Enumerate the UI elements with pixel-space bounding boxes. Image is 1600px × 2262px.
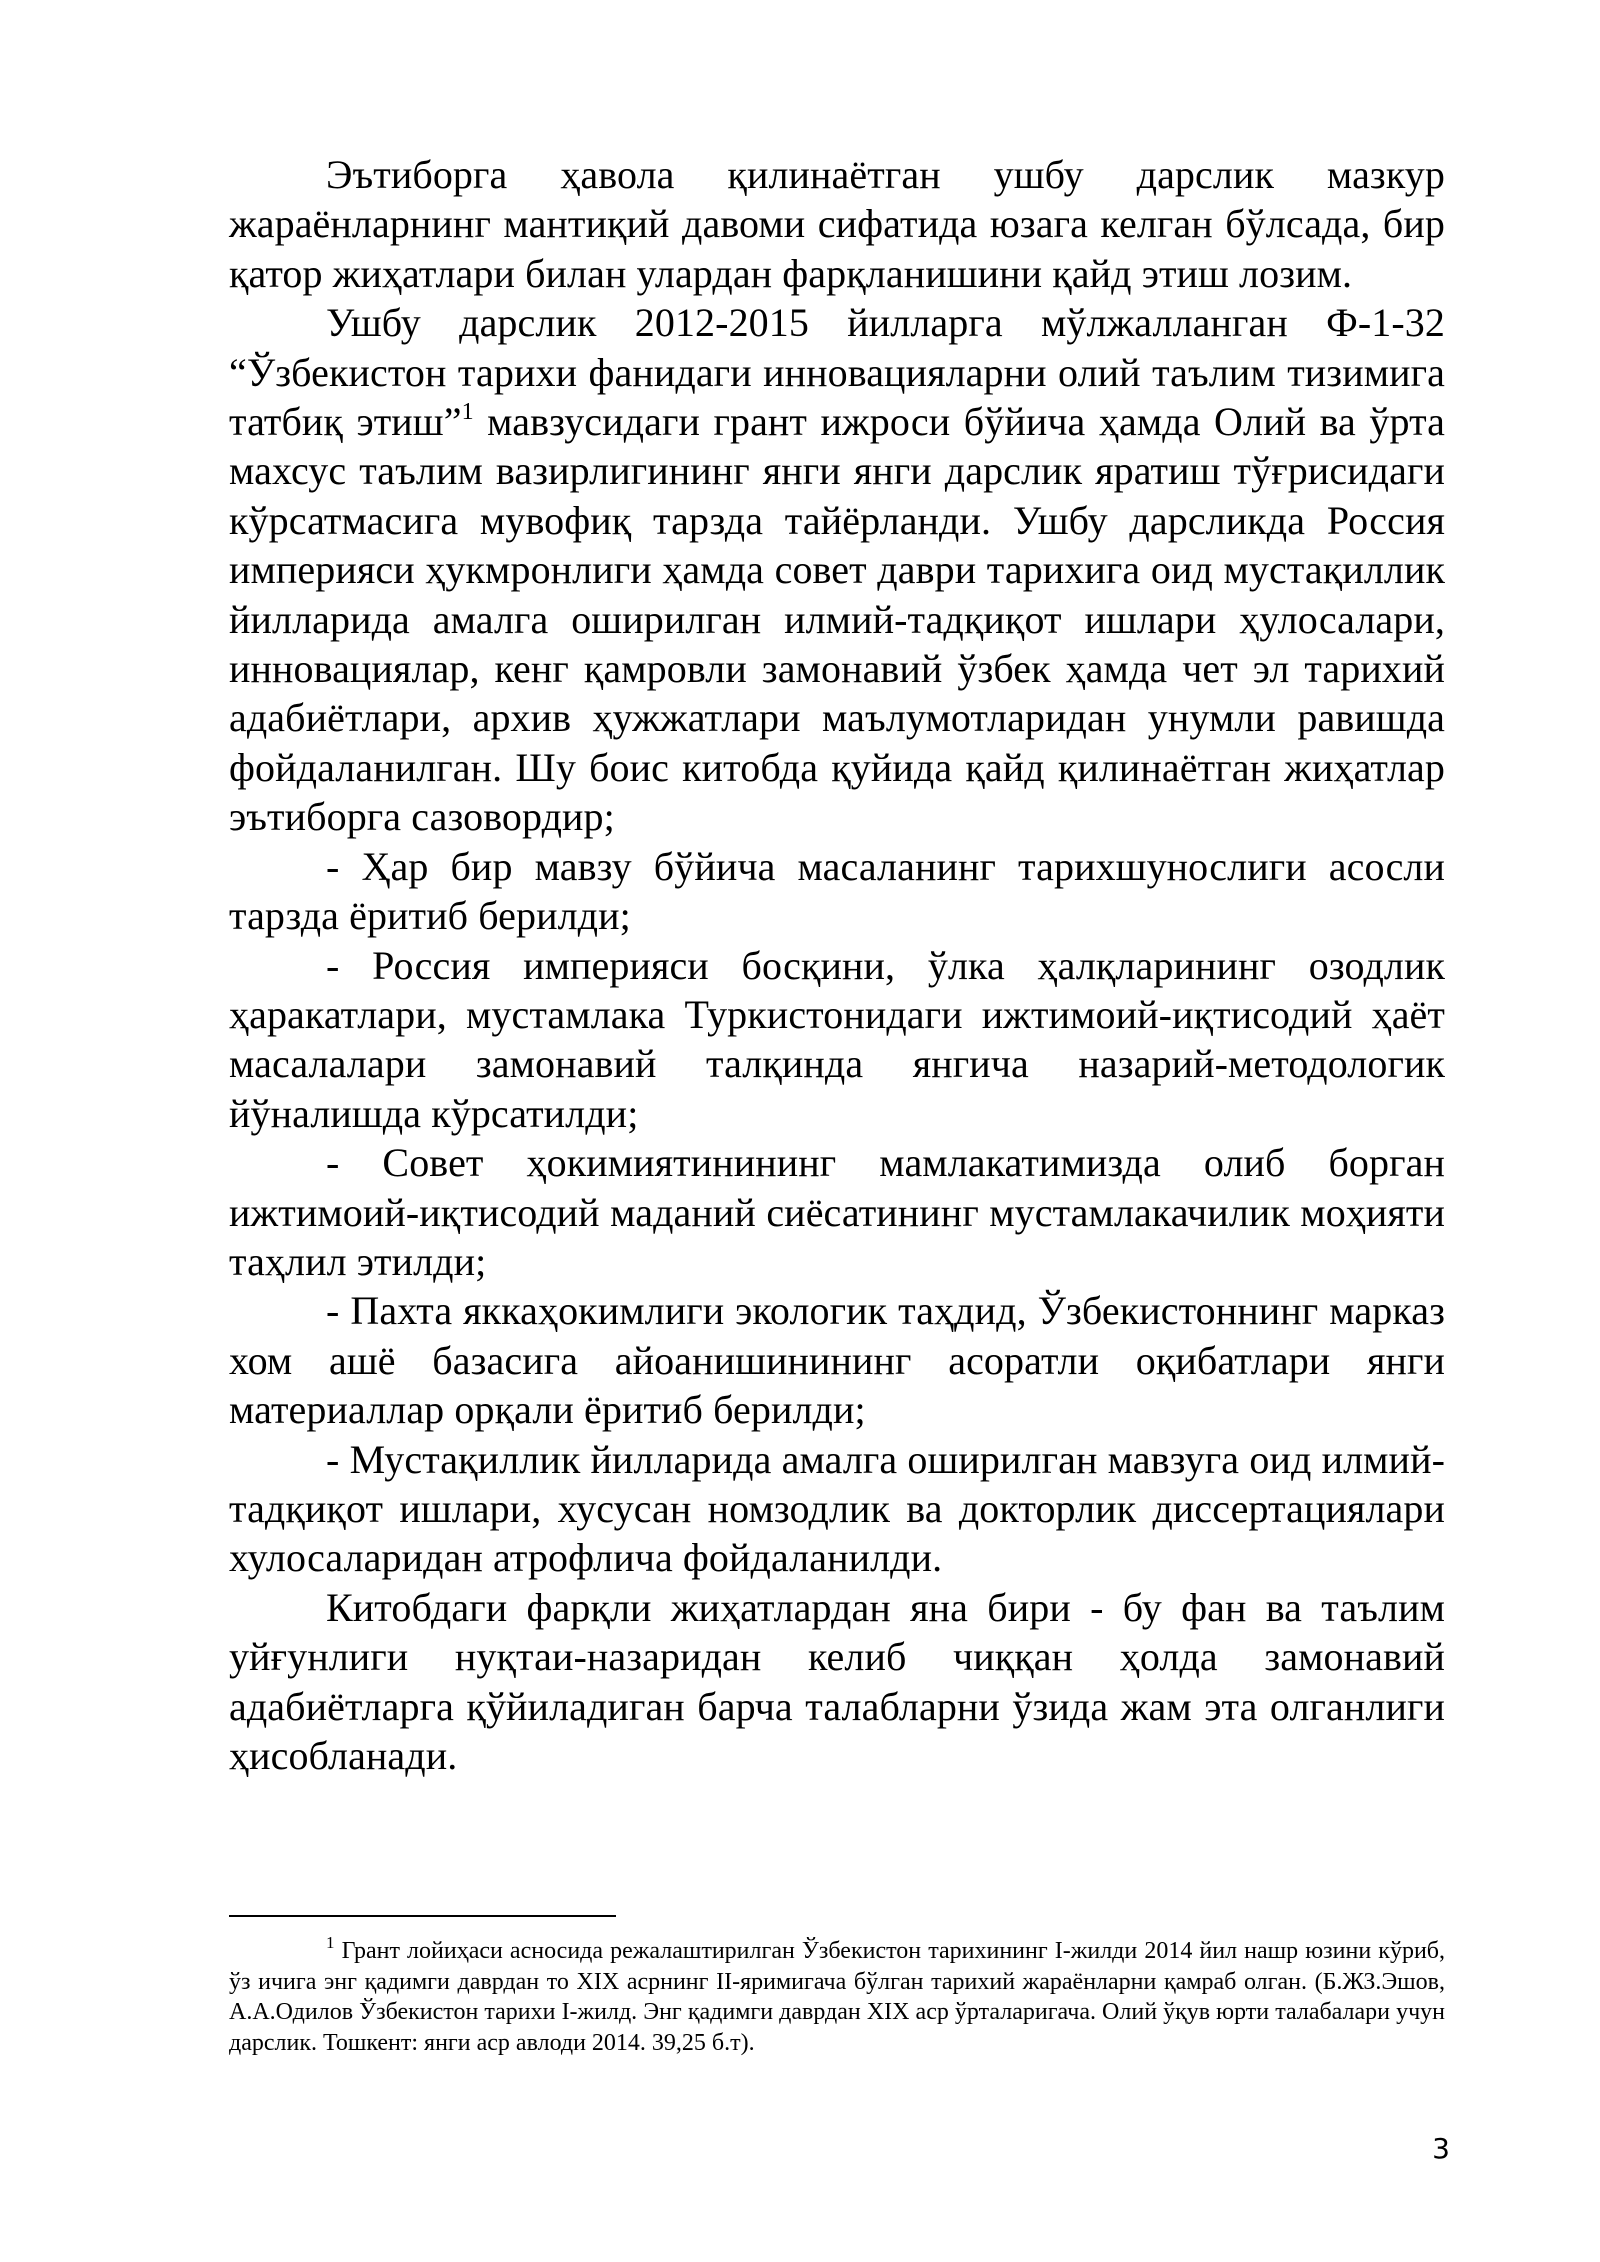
footnote [229,1933,1445,2058]
list-item-historiography: - Ҳар бир мавзу бўйича масаланинг тарихшунослиги асосли тарзда ёритиб берилди; [229,843,1445,939]
paragraph-intro: Эътиборга ҳавола қилинаётган ушбу дарслик мазкур жараёнларнинг мантиқий давоми сифатида юзага келган бўлсада, бир қатор жиҳатлари билан улардан фарқланишини қайд этиш лозим. [229,152,1445,296]
footnote-text: Грант лойиҳаси асносида режалаштирилган Ўзбекистон тарихининг I-жилди 2014 йил нашр юзини кўриб, ўз ичига энг қадимги даврдан то XIX асрнинг II-яримигача бўлган тарихий жараёнларни қамраб олган. (Б.ЖЗ.Эшов, А.А.Одилов Ўзбекистон тарихи I-жилд. Энг қадимги даврдан XIX аср ўрталаригача. Олий ўқув юрти талабалари учун дарслик. Тошкент: янги аср авлоди 2014. 39,25 б.т). [229,1938,1445,2056]
list-item-russian-invasion: - Россия империяси босқини, ўлка ҳалқларининг озодлик ҳаракатлари, мустамлака Туркистонидаги ижтимоий-иқтисодий ҳаёт масалалари замонавий талқинда янгича назарий-методологик йўналишда кўрсатилди; [229,942,1445,1136]
footnote-reference[interactable]: 1 [461,399,474,426]
list-item-independence-research: - Мустақиллик йилларида амалга оширилган мавзуга оид илмий-тадқиқот ишлари, хусусан номзодлик ва докторлик диссертациялари хулосаларидан атрофлича фойдаланилди. [229,1436,1445,1581]
paragraph-text-after-ref: мавзусидаги грант ижроси бўйича ҳамда Олий ва ўрта махсус таълим вазирлигининг янги янги дарслик яратиш тўғрисидаги кўрсатмасига мувофиқ тарзда тайёрланди. Ушбу дарсликда Россия империяси ҳукмронлиги ҳамда совет даври тарихига оид мустақиллик йилларида амалга оширилган илмий-тадқиқот ишлари ҳулосалари, инновациялар, кенг қамровли замонавий ўзбек ҳамда чет эл тарихий адабиётлари, архив ҳужжатлари маълумотларидан унумли равишда фойдаланилган. Шу боис китобда қуйида қайд қилинаётган жиҳатлар эътиборга сазовордир; [229,399,1445,840]
list-item-cotton-monopoly: - Пахта яккаҳокимлиги экологик таҳдид, Ўзбекистоннинг марказ хом ашё базасига айоанишинининг асоратли оқибатлари янги материаллар орқали ёритиб берилди; [229,1288,1445,1433]
list-item-soviet-policy: - Совет ҳокимиятинининг мамлакатимизда олиб борган ижтимоий-иқтисодий маданий сиёсатининг мустамлакачилик моҳияти таҳлил этилди; [229,1140,1445,1284]
footnote-separator [229,1915,616,1917]
paragraph-conclusion: Китобдаги фарқли жиҳатлардан яна бири - бу фан ва таълим уйғунлиги нуқтаи-назаридан келиб чиққан ҳолда замонавий адабиётларга қўйиладиган барча талабларни ўзида жам эта олганлиги ҳисобланади. [229,1584,1445,1778]
body-text [229,150,1445,1780]
footnote-marker: 1 [326,1933,335,1952]
page-number: 3 [1432,2132,1450,2165]
paragraph-text-before-ref: Ушбу дарслик 2012-2015 йилларга мўлжалланган Ф-1-32 “Ўзбекистон тарихи фанидаги инновацияларни олий таълим тизимига татбиқ этиш” [229,300,1445,445]
paragraph-textbook-description [229,298,1445,841]
